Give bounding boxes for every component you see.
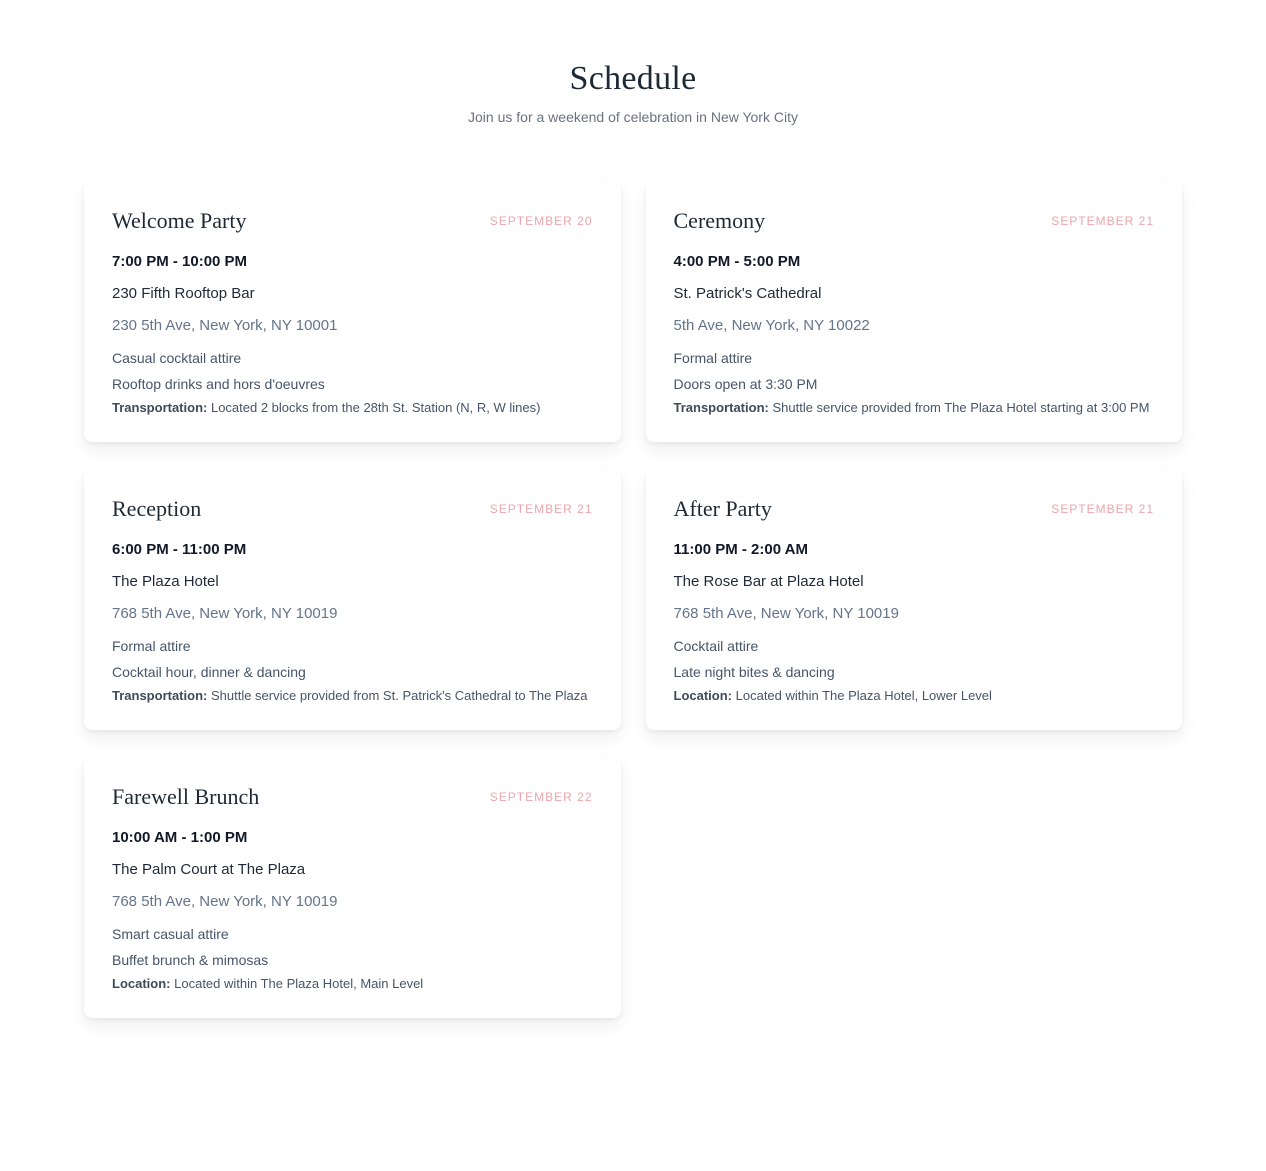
- event-title: Welcome Party: [112, 208, 247, 233]
- card-header: [112, 783, 593, 811]
- note-text: Located 2 blocks from the 28th St. Station (N, R, W lines): [210, 400, 541, 415]
- event-address: 768 5th Ave, New York, NY 10019: [673, 605, 899, 622]
- event-venue: The Plaza Hotel: [112, 573, 219, 590]
- note-label: Location:: [673, 688, 732, 703]
- event-attire: Cocktail attire: [673, 638, 759, 654]
- event-card-after-party: [646, 469, 1183, 730]
- event-venue: The Palm Court at The Plaza: [112, 861, 306, 878]
- event-description: Buffet brunch & mimosas: [112, 952, 269, 968]
- note-label: Transportation:: [673, 400, 769, 415]
- card-header: [674, 207, 1155, 235]
- event-description: Rooftop drinks and hors d'oeuvres: [112, 376, 325, 392]
- event-note: [674, 687, 1155, 705]
- event-attire: Smart casual attire: [112, 926, 229, 942]
- event-time: 4:00 PM - 5:00 PM: [673, 253, 801, 270]
- event-date-badge: SEPTEMBER 21: [489, 502, 593, 516]
- note-label: Transportation:: [112, 400, 208, 415]
- note-text: Shuttle service provided from St. Patrick's Cathedral to The Plaza: [210, 688, 588, 703]
- event-date-badge: SEPTEMBER 22: [489, 790, 593, 804]
- page-title: Schedule: [569, 60, 697, 97]
- event-title: Ceremony: [673, 208, 766, 233]
- event-date-badge: SEPTEMBER 21: [1051, 214, 1154, 228]
- event-attire: Formal attire: [112, 638, 191, 654]
- event-date-badge: SEPTEMBER 20: [489, 214, 593, 228]
- event-title: Reception: [112, 496, 202, 521]
- event-card-ceremony: [646, 181, 1183, 442]
- event-venue: St. Patrick's Cathedral: [673, 285, 822, 302]
- event-note: [674, 399, 1155, 417]
- event-attire: Formal attire: [673, 350, 753, 366]
- event-address: 768 5th Ave, New York, NY 10019: [112, 605, 338, 622]
- card-header: [674, 495, 1155, 523]
- event-card-farewell-brunch: [84, 757, 621, 1018]
- note-label: Transportation:: [112, 688, 208, 703]
- event-description: Late night bites & dancing: [673, 664, 835, 680]
- events-grid: [0, 126, 1266, 1078]
- card-header: [112, 495, 593, 523]
- event-time: 10:00 AM - 1:00 PM: [112, 829, 248, 846]
- event-attire: Casual cocktail attire: [112, 350, 242, 366]
- event-note: [112, 399, 593, 417]
- note-text: Shuttle service provided from The Plaza Hotel starting at 3:00 PM: [772, 400, 1150, 415]
- page-subtitle: Join us for a weekend of celebration in New York City: [468, 109, 798, 125]
- event-address: 5th Ave, New York, NY 10022: [673, 317, 870, 334]
- event-title: Farewell Brunch: [112, 784, 260, 809]
- event-card-welcome-party: [84, 181, 621, 442]
- card-header: [112, 207, 593, 235]
- event-address: 768 5th Ave, New York, NY 10019: [112, 893, 338, 910]
- event-card-reception: [84, 469, 621, 730]
- event-address: 230 5th Ave, New York, NY 10001: [112, 317, 338, 334]
- event-note: [112, 687, 593, 705]
- note-text: Located within The Plaza Hotel, Lower Level: [735, 688, 992, 703]
- event-description: Doors open at 3:30 PM: [673, 376, 818, 392]
- event-date-badge: SEPTEMBER 21: [1051, 502, 1154, 516]
- page-header: [0, 0, 1266, 126]
- event-venue: The Rose Bar at Plaza Hotel: [673, 573, 864, 590]
- event-time: 7:00 PM - 10:00 PM: [112, 253, 248, 270]
- event-venue: 230 Fifth Rooftop Bar: [112, 285, 255, 302]
- note-label: Location:: [112, 976, 171, 991]
- event-description: Cocktail hour, dinner & dancing: [112, 664, 306, 680]
- event-title: After Party: [673, 496, 772, 521]
- event-time: 11:00 PM - 2:00 AM: [673, 541, 808, 558]
- event-time: 6:00 PM - 11:00 PM: [112, 541, 247, 558]
- event-note: [112, 975, 593, 993]
- note-text: Located within The Plaza Hotel, Main Level: [174, 976, 424, 991]
